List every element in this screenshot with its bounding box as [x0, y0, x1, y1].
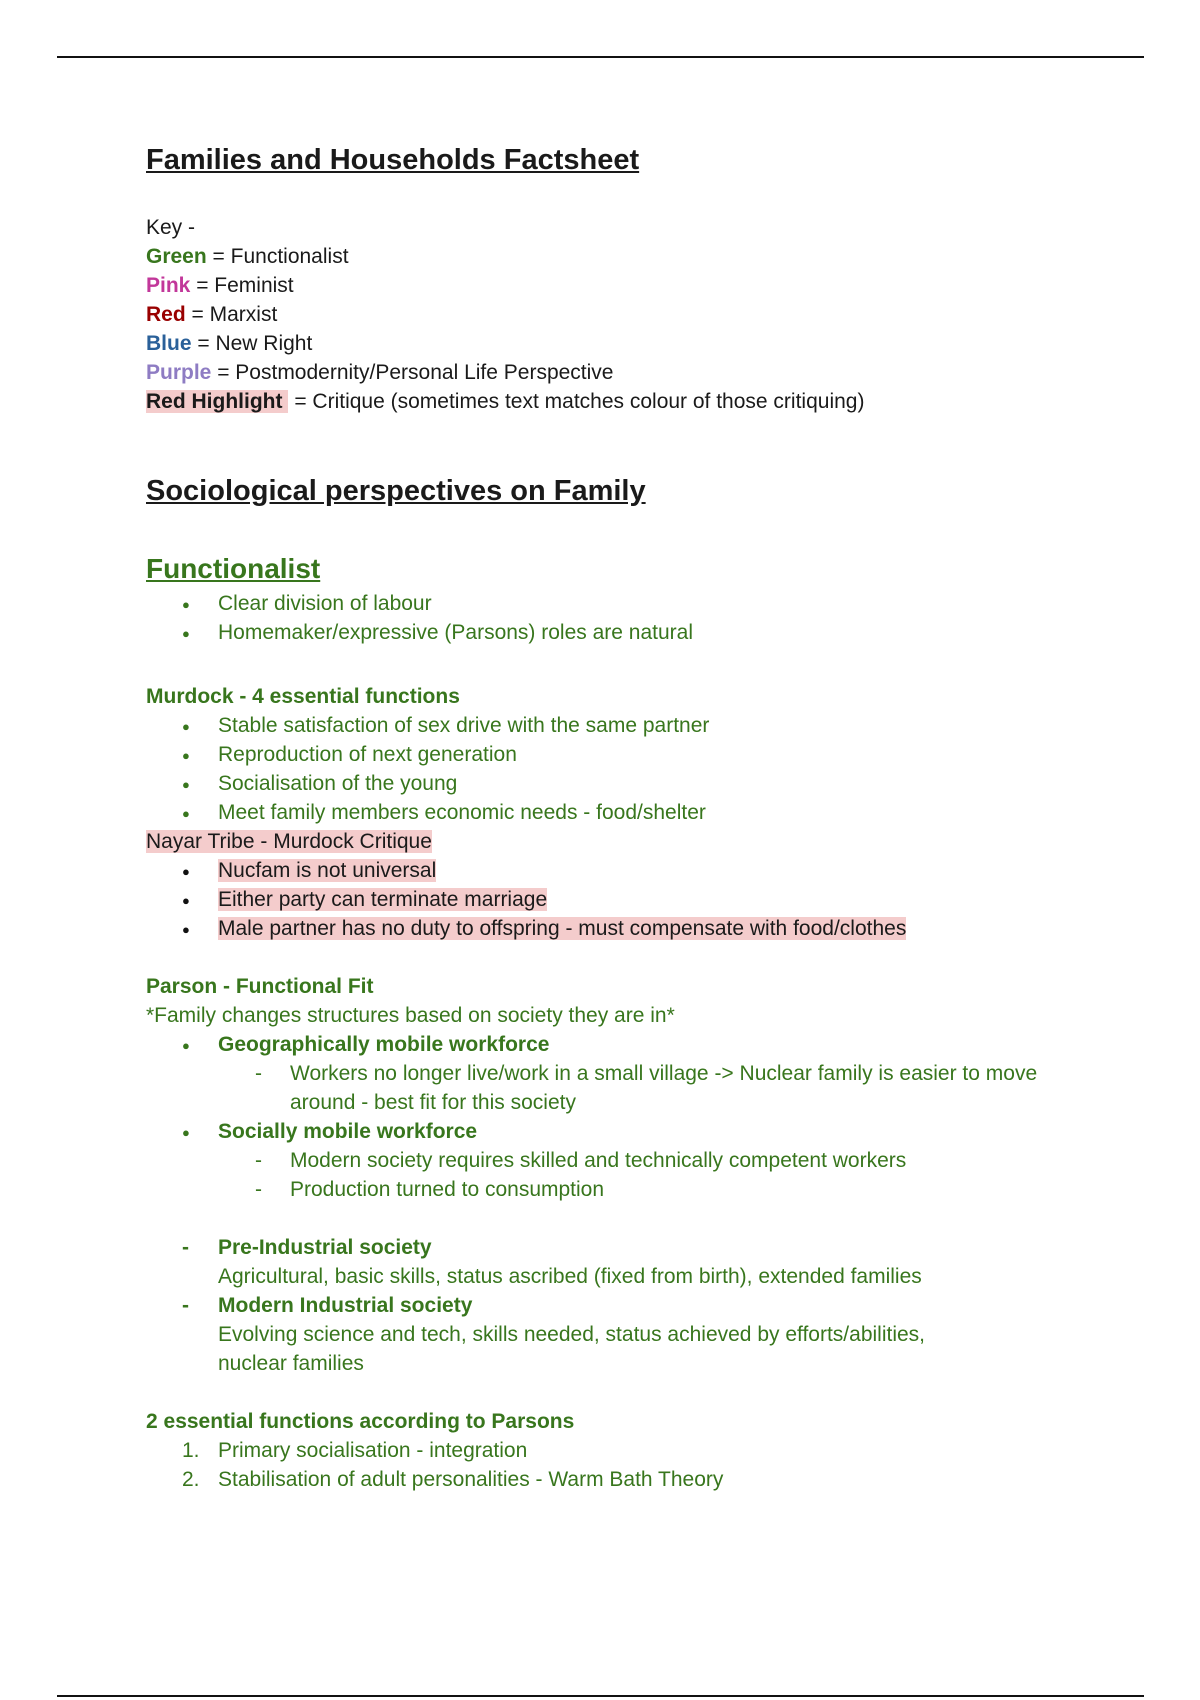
modern-industrial-text: Evolving science and tech, skills needed, status achieved by efforts/abilities, nuclear families	[218, 1323, 926, 1375]
social-mobile-heading: ● Socially mobile workforce	[146, 1117, 1050, 1146]
list-item: ● Either party can terminate marriage	[146, 885, 906, 914]
list-item: - Modern society requires skilled and technically competent workers	[146, 1146, 1050, 1175]
parson-section	[146, 972, 1050, 1204]
functionalist-intro-list	[146, 589, 693, 647]
list-item: ● Nucfam is not universal	[146, 856, 906, 885]
modern-industrial-heading: - Modern Industrial society	[146, 1291, 978, 1320]
list-item: - Workers no longer live/work in a small village -> Nuclear family is easier to move around - best fit for this society	[146, 1059, 1050, 1117]
bottom-rule	[57, 1695, 1144, 1697]
pre-industrial-text: Agricultural, basic skills, status ascribed (fixed from birth), extended families	[218, 1265, 922, 1288]
pre-industrial-heading: - Pre-Industrial society	[146, 1233, 978, 1262]
parson-heading: Parson - Functional Fit	[146, 975, 374, 998]
list-item: ● Socialisation of the young	[146, 769, 709, 798]
murdock-heading: Murdock - 4 essential functions	[146, 685, 460, 708]
list-item: - Production turned to consumption	[146, 1175, 1050, 1204]
parson-note: *Family changes structures based on society they are in*	[146, 1004, 675, 1027]
list-item: ● Homemaker/expressive (Parsons) roles are natural	[146, 618, 693, 647]
geo-mobile-heading: ● Geographically mobile workforce	[146, 1030, 1050, 1059]
nayar-heading: Nayar Tribe - Murdock Critique	[146, 830, 432, 853]
murdock-section	[146, 682, 709, 827]
parsons-functions-heading: 2 essential functions according to Parsons	[146, 1410, 575, 1433]
list-item: ● Meet family members economic needs - food/shelter	[146, 798, 709, 827]
key-item-red-highlight: Red Highlight = Critique (sometimes text matches colour of those critiquing)	[146, 390, 865, 413]
list-item: ● Male partner has no duty to offspring - must compensate with food/clothes	[146, 914, 906, 943]
parsons-functions-section	[146, 1407, 723, 1494]
functionalist-heading: Functionalist	[146, 553, 321, 584]
key-item-purple: Purple = Postmodernity/Personal Life Perspective	[146, 361, 614, 384]
society-types-section	[146, 1233, 978, 1378]
list-item: ● Reproduction of next generation	[146, 740, 709, 769]
list-item: 2. Stabilisation of adult personalities - Warm Bath Theory	[182, 1468, 724, 1491]
section-title: Sociological perspectives on Family	[146, 475, 646, 507]
list-item: ● Clear division of labour	[146, 589, 693, 618]
list-item: ● Stable satisfaction of sex drive with the same partner	[146, 711, 709, 740]
top-rule	[57, 56, 1144, 58]
key-item-green: Green = Functionalist	[146, 245, 349, 268]
list-item: 1. Primary socialisation - integration	[182, 1439, 528, 1462]
nayar-critique-section	[146, 827, 906, 943]
key-item-blue: Blue = New Right	[146, 332, 313, 355]
key-item-pink: Pink = Feminist	[146, 274, 294, 297]
key-heading: Key -	[146, 216, 196, 239]
key-legend	[146, 213, 864, 416]
document-title: Families and Households Factsheet	[146, 144, 640, 176]
key-item-red: Red = Marxist	[146, 303, 278, 326]
